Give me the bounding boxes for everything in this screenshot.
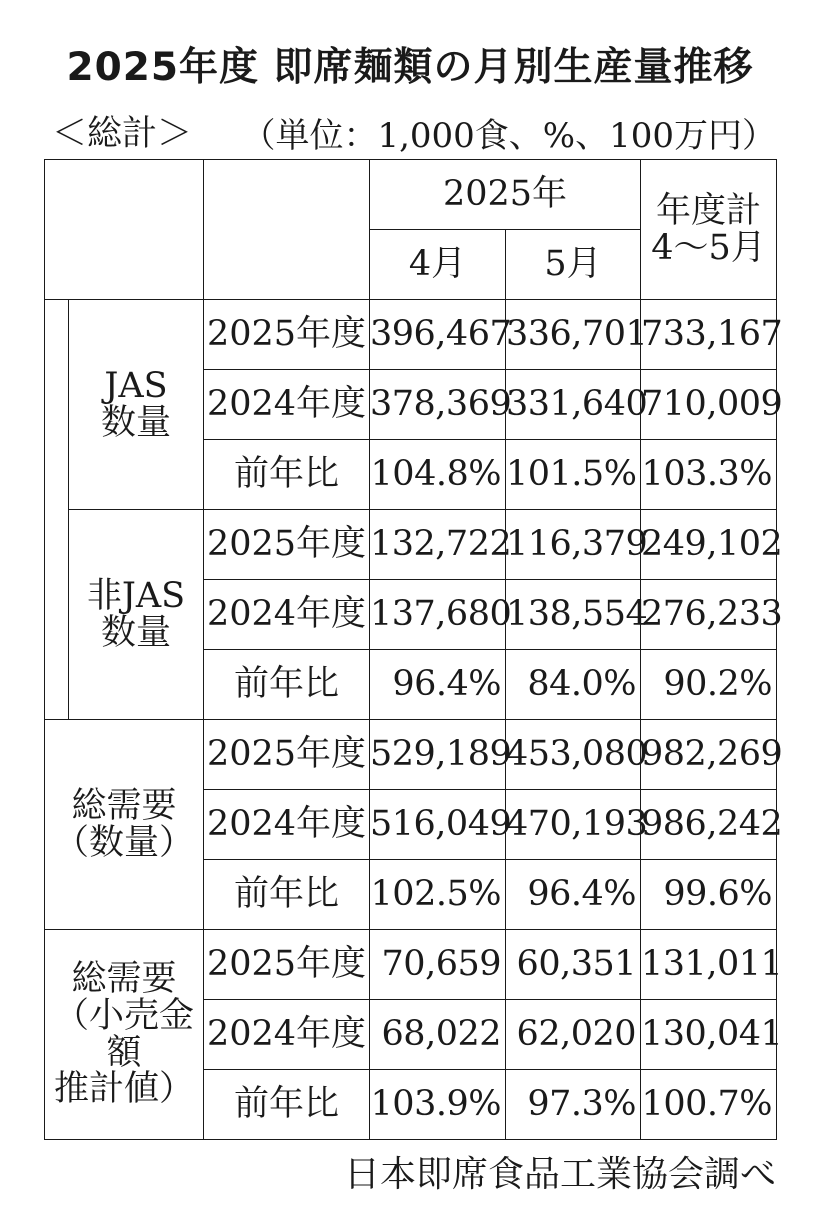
value-total: 100.7% xyxy=(641,1070,777,1140)
value-april: 68,022 xyxy=(370,1000,506,1070)
value-may: 101.5% xyxy=(506,440,641,510)
value-april: 137,680 xyxy=(370,580,506,650)
value-may: 138,554 xyxy=(506,580,641,650)
value-april: 102.5% xyxy=(370,860,506,930)
subgroup-bracket-cell xyxy=(45,300,69,720)
value-april: 96.4% xyxy=(370,650,506,720)
header-label-blank-cell xyxy=(204,160,370,300)
value-april: 103.9% xyxy=(370,1070,506,1140)
group-label-non-jas: 非JAS 数量 xyxy=(69,510,204,720)
row-label: 前年比 xyxy=(204,1070,370,1140)
value-total: 276,233 xyxy=(641,580,777,650)
value-april: 516,049 xyxy=(370,790,506,860)
section-label: ＜総計＞ xyxy=(52,114,193,154)
table-row xyxy=(45,720,777,790)
value-may: 453,080 xyxy=(506,720,641,790)
header-month-may: 5月 xyxy=(506,230,641,300)
value-total: 733,167 xyxy=(641,300,777,370)
value-may: 470,193 xyxy=(506,790,641,860)
row-label: 前年比 xyxy=(204,650,370,720)
header-month-april: 4月 xyxy=(370,230,506,300)
row-label: 2025年度 xyxy=(204,720,370,790)
value-may: 96.4% xyxy=(506,860,641,930)
value-may: 336,701 xyxy=(506,300,641,370)
header-blank-cell xyxy=(45,160,204,300)
units-note: （単位：1,000食、%、100万円） xyxy=(241,116,776,156)
row-label: 前年比 xyxy=(204,860,370,930)
group-label-jas: JAS 数量 xyxy=(69,300,204,510)
table-row xyxy=(45,510,777,580)
row-label: 2024年度 xyxy=(204,370,370,440)
value-april: 104.8% xyxy=(370,440,506,510)
value-total: 986,242 xyxy=(641,790,777,860)
value-total: 131,011 xyxy=(641,930,777,1000)
page-title: 2025年度 即席麺類の月別生産量推移 xyxy=(66,45,754,90)
row-label: 2024年度 xyxy=(204,1000,370,1070)
value-total: 99.6% xyxy=(641,860,777,930)
value-total: 90.2% xyxy=(641,650,777,720)
value-april: 378,369 xyxy=(370,370,506,440)
group-label-total-demand-retail: 総需要 （小売金額 推計値） xyxy=(45,930,204,1140)
value-total: 103.3% xyxy=(641,440,777,510)
header-fiscal-total xyxy=(641,160,777,300)
source-note: 日本即席食品工業協会調べ xyxy=(343,1154,776,1195)
value-total: 982,269 xyxy=(641,720,777,790)
header-year: 2025年 xyxy=(370,160,641,230)
value-total: 130,041 xyxy=(641,1000,777,1070)
value-may: 116,379 xyxy=(506,510,641,580)
value-may: 97.3% xyxy=(506,1070,641,1140)
value-may: 62,020 xyxy=(506,1000,641,1070)
value-total: 249,102 xyxy=(641,510,777,580)
header-total-line2: 4～5月 xyxy=(651,227,766,268)
value-april: 132,722 xyxy=(370,510,506,580)
value-may: 331,640 xyxy=(506,370,641,440)
value-april: 70,659 xyxy=(370,930,506,1000)
row-label: 2025年度 xyxy=(204,300,370,370)
value-may: 60,351 xyxy=(506,930,641,1000)
header-row-year xyxy=(45,160,777,230)
row-label: 2024年度 xyxy=(204,790,370,860)
value-april: 529,189 xyxy=(370,720,506,790)
table-row xyxy=(45,300,777,370)
value-april: 396,467 xyxy=(370,300,506,370)
value-may: 84.0% xyxy=(506,650,641,720)
row-label: 2025年度 xyxy=(204,930,370,1000)
table-row xyxy=(45,930,777,1000)
row-label: 2024年度 xyxy=(204,580,370,650)
group-label-total-demand-volume: 総需要 （数量） xyxy=(45,720,204,930)
production-table xyxy=(44,159,783,1140)
value-total: 710,009 xyxy=(641,370,777,440)
row-label: 前年比 xyxy=(204,440,370,510)
header-total-line1: 年度計 xyxy=(656,190,762,231)
row-label: 2025年度 xyxy=(204,510,370,580)
